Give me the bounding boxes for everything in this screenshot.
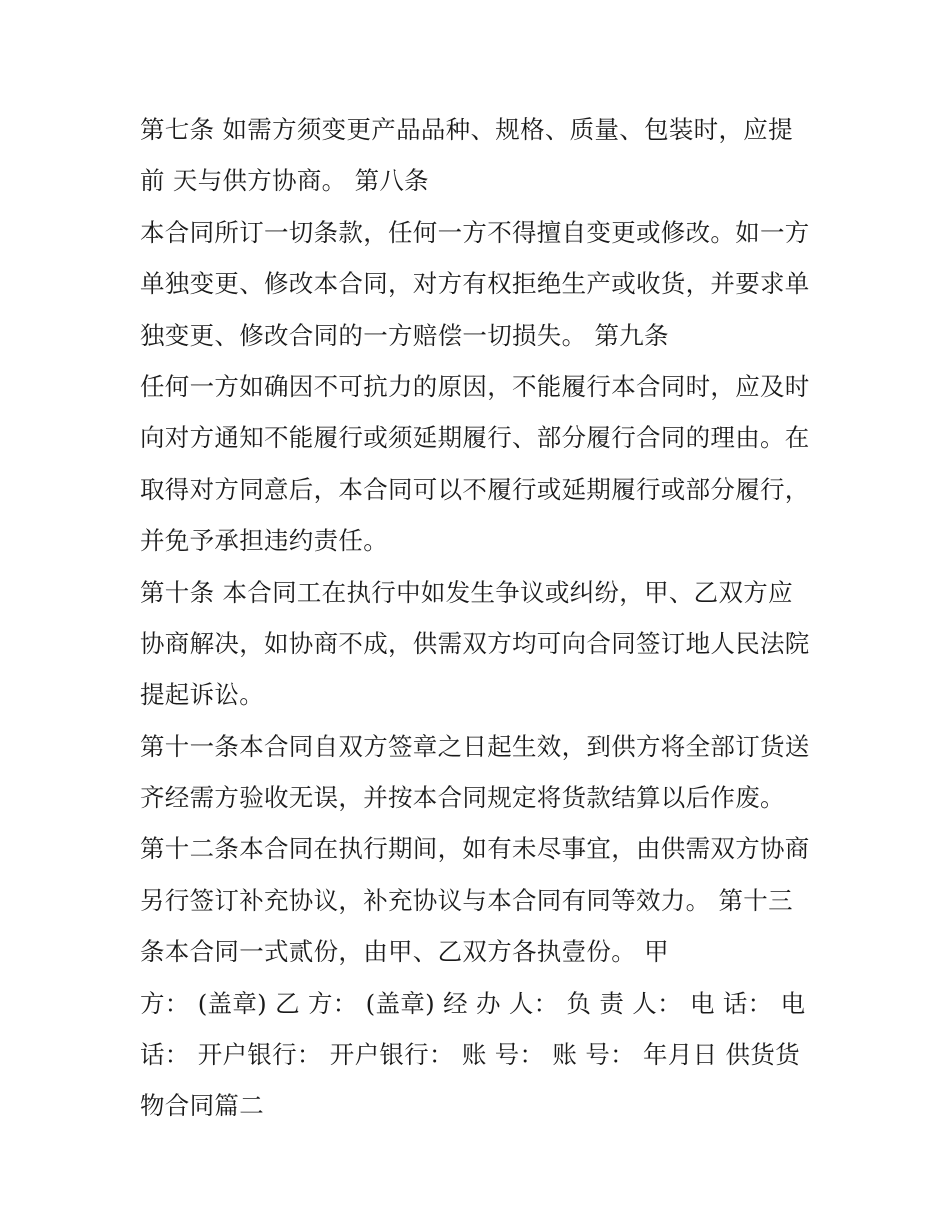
text-line: 单独变更、修改本合同，对方有权拒绝生产或收货，并要求单 bbox=[140, 269, 810, 299]
text-line: 独变更、修改合同的一方赔偿一切损失。 第九条 bbox=[140, 320, 669, 350]
text-line: 前 天与供方协商。 第八条 bbox=[140, 166, 429, 196]
text-line: 提起诉讼。 bbox=[140, 680, 264, 710]
text-line: 另行签订补充协议，补充协议与本合同有同等效力。 第十三 bbox=[140, 885, 793, 915]
text-line: 话： 开户银行： 开户银行： 账 号： 账 号： 年月日 供货货 bbox=[140, 1040, 800, 1070]
text-line: 条本合同一式贰份，由甲、乙双方各执壹份。 甲 bbox=[140, 937, 669, 967]
text-line: 第七条 如需方须变更产品品种、规格、质量、包装时，应提 bbox=[140, 115, 793, 144]
text-line: 并免予承担违约责任。 bbox=[140, 526, 388, 556]
contract-text bbox=[140, 104, 830, 1132]
text-line: 向对方通知不能履行或须延期履行、部分履行合同的理由。在 bbox=[140, 423, 810, 453]
text-line: 第十条 本合同工在执行中如发生争议或纠纷，甲、乙双方应 bbox=[140, 577, 793, 607]
text-line: 任何一方如确因不可抗力的原因，不能履行本合同时，应及时 bbox=[140, 371, 810, 401]
text-line: 第十一条本合同自双方签章之日起生效，到供方将全部订货送 bbox=[140, 731, 810, 761]
text-line: 方： (盖章) 乙 方： (盖章) 经 办 人： 负 责 人： 电 话： 电 bbox=[140, 988, 806, 1018]
text-line: 第十二条本合同在执行期间，如有未尽事宜，由供需双方协商 bbox=[140, 834, 810, 864]
text-line: 齐经需方验收无误，并按本合同规定将货款结算以后作废。 bbox=[140, 783, 785, 813]
text-line: 物合同篇二 bbox=[140, 1091, 264, 1121]
text-line: 本合同所订一切条款，任何一方不得擅自变更或修改。如一方 bbox=[140, 217, 810, 247]
text-line: 协商解决，如协商不成，供需双方均可向合同签订地人民法院 bbox=[140, 628, 810, 658]
text-line: 取得对方同意后，本合同可以不履行或延期履行或部分履行， bbox=[140, 474, 810, 504]
